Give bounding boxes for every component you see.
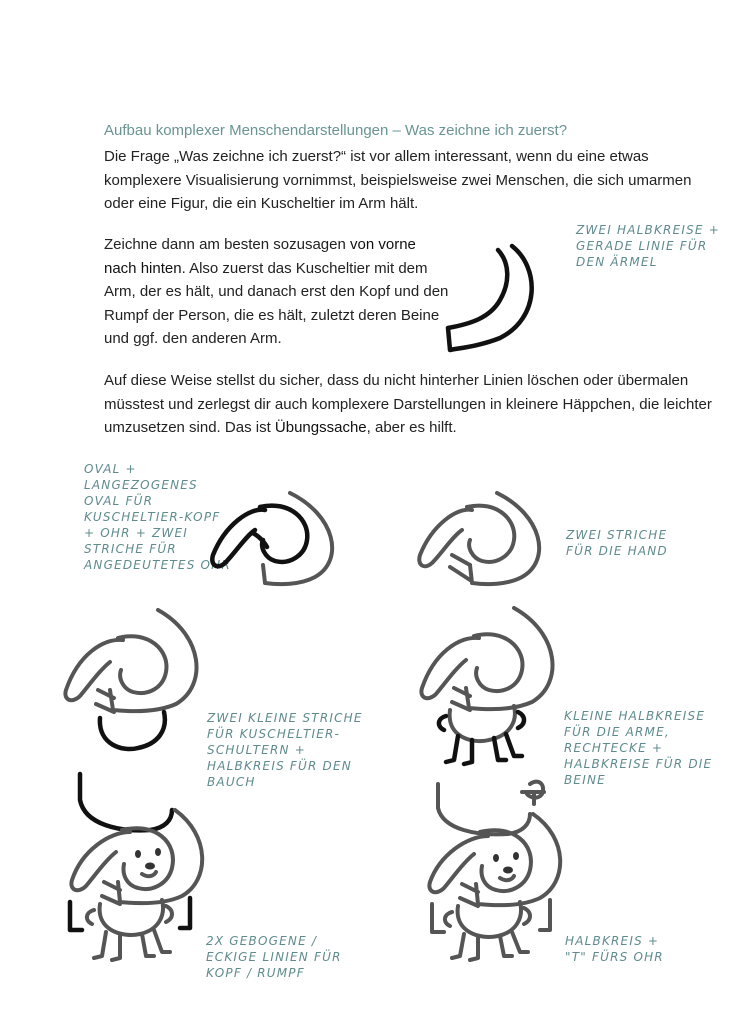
bold-phrase: von vorne nach hinten [104,236,416,277]
step3-drawing [58,600,218,760]
step5-drawing [60,770,230,970]
practice-paragraph: Auf diese Weise stellst du sicher, dass du nicht hinterher Linien löschen oder übermalen müsstest und zerlegst dir auch komplexere Darstellungen in kleinere Häppchen, die leichter umzusetzen sind. Das ist Übungssache, aber es hilft. [104,372,712,436]
step6-drawing [418,770,588,970]
note-head-torso: 2X GEBOGENE / ECKIGE LINIEN FÜR KOPF / RUMPF [206,934,342,980]
note-shoulders-belly: ZWEI KLEINE STRICHE FÜR KUSCHELTIER-SCHULTERN + HALBKREIS FÜR DEN BAUCH [207,711,363,789]
step1-drawing [205,485,355,595]
note-ear: HALBKREIS + "T" FÜRS OHR [565,934,664,964]
note-arms-legs: KLEINE HALBKREISE FÜR DIE ARME, RECHTECKE + HALBKREISE FÜR DIE BEINE [564,709,713,787]
step2-drawing [412,485,562,595]
step4-drawing [414,598,574,770]
section-heading: Aufbau komplexer Menschendarstellungen – Was zeichne ich zuerst? [104,122,568,139]
note-sleeve: ZWEI HALBKREISE + GERADE LINIE FÜR DEN ÄRMEL [576,223,720,269]
order-paragraph: Zeichne dann am besten sozusagen von vorne nach hinten. Also zuerst das Kuscheltier mit dem Arm, der es hält, und danach erst den Kopf und den Rumpf der Person, die es hält, zuletzt deren Beine und ggf. den anderen Arm. [104,236,449,347]
bold-phrase: Übungssache [274,419,367,436]
note-hand: ZWEI STRICHE FÜR DIE HAND [566,528,668,558]
sleeve-drawing [440,238,550,358]
note-head-ear: OVAL + LANGEZOGENES OVAL FÜR KUSCHELTIER-KOPF + OHR + ZWEI STRICHE FÜR ANGEDEUTETES OHR [84,462,231,572]
intro-paragraph: Die Frage „Was zeichne ich zuerst?“ ist vor allem interessant, wenn du eine etwas komplexere Visualisierung vornimmst, beispielsweise zwei Menschen, die sich umarmen oder eine Figur, die ein Kuscheltier im Arm hält. [104,148,692,212]
